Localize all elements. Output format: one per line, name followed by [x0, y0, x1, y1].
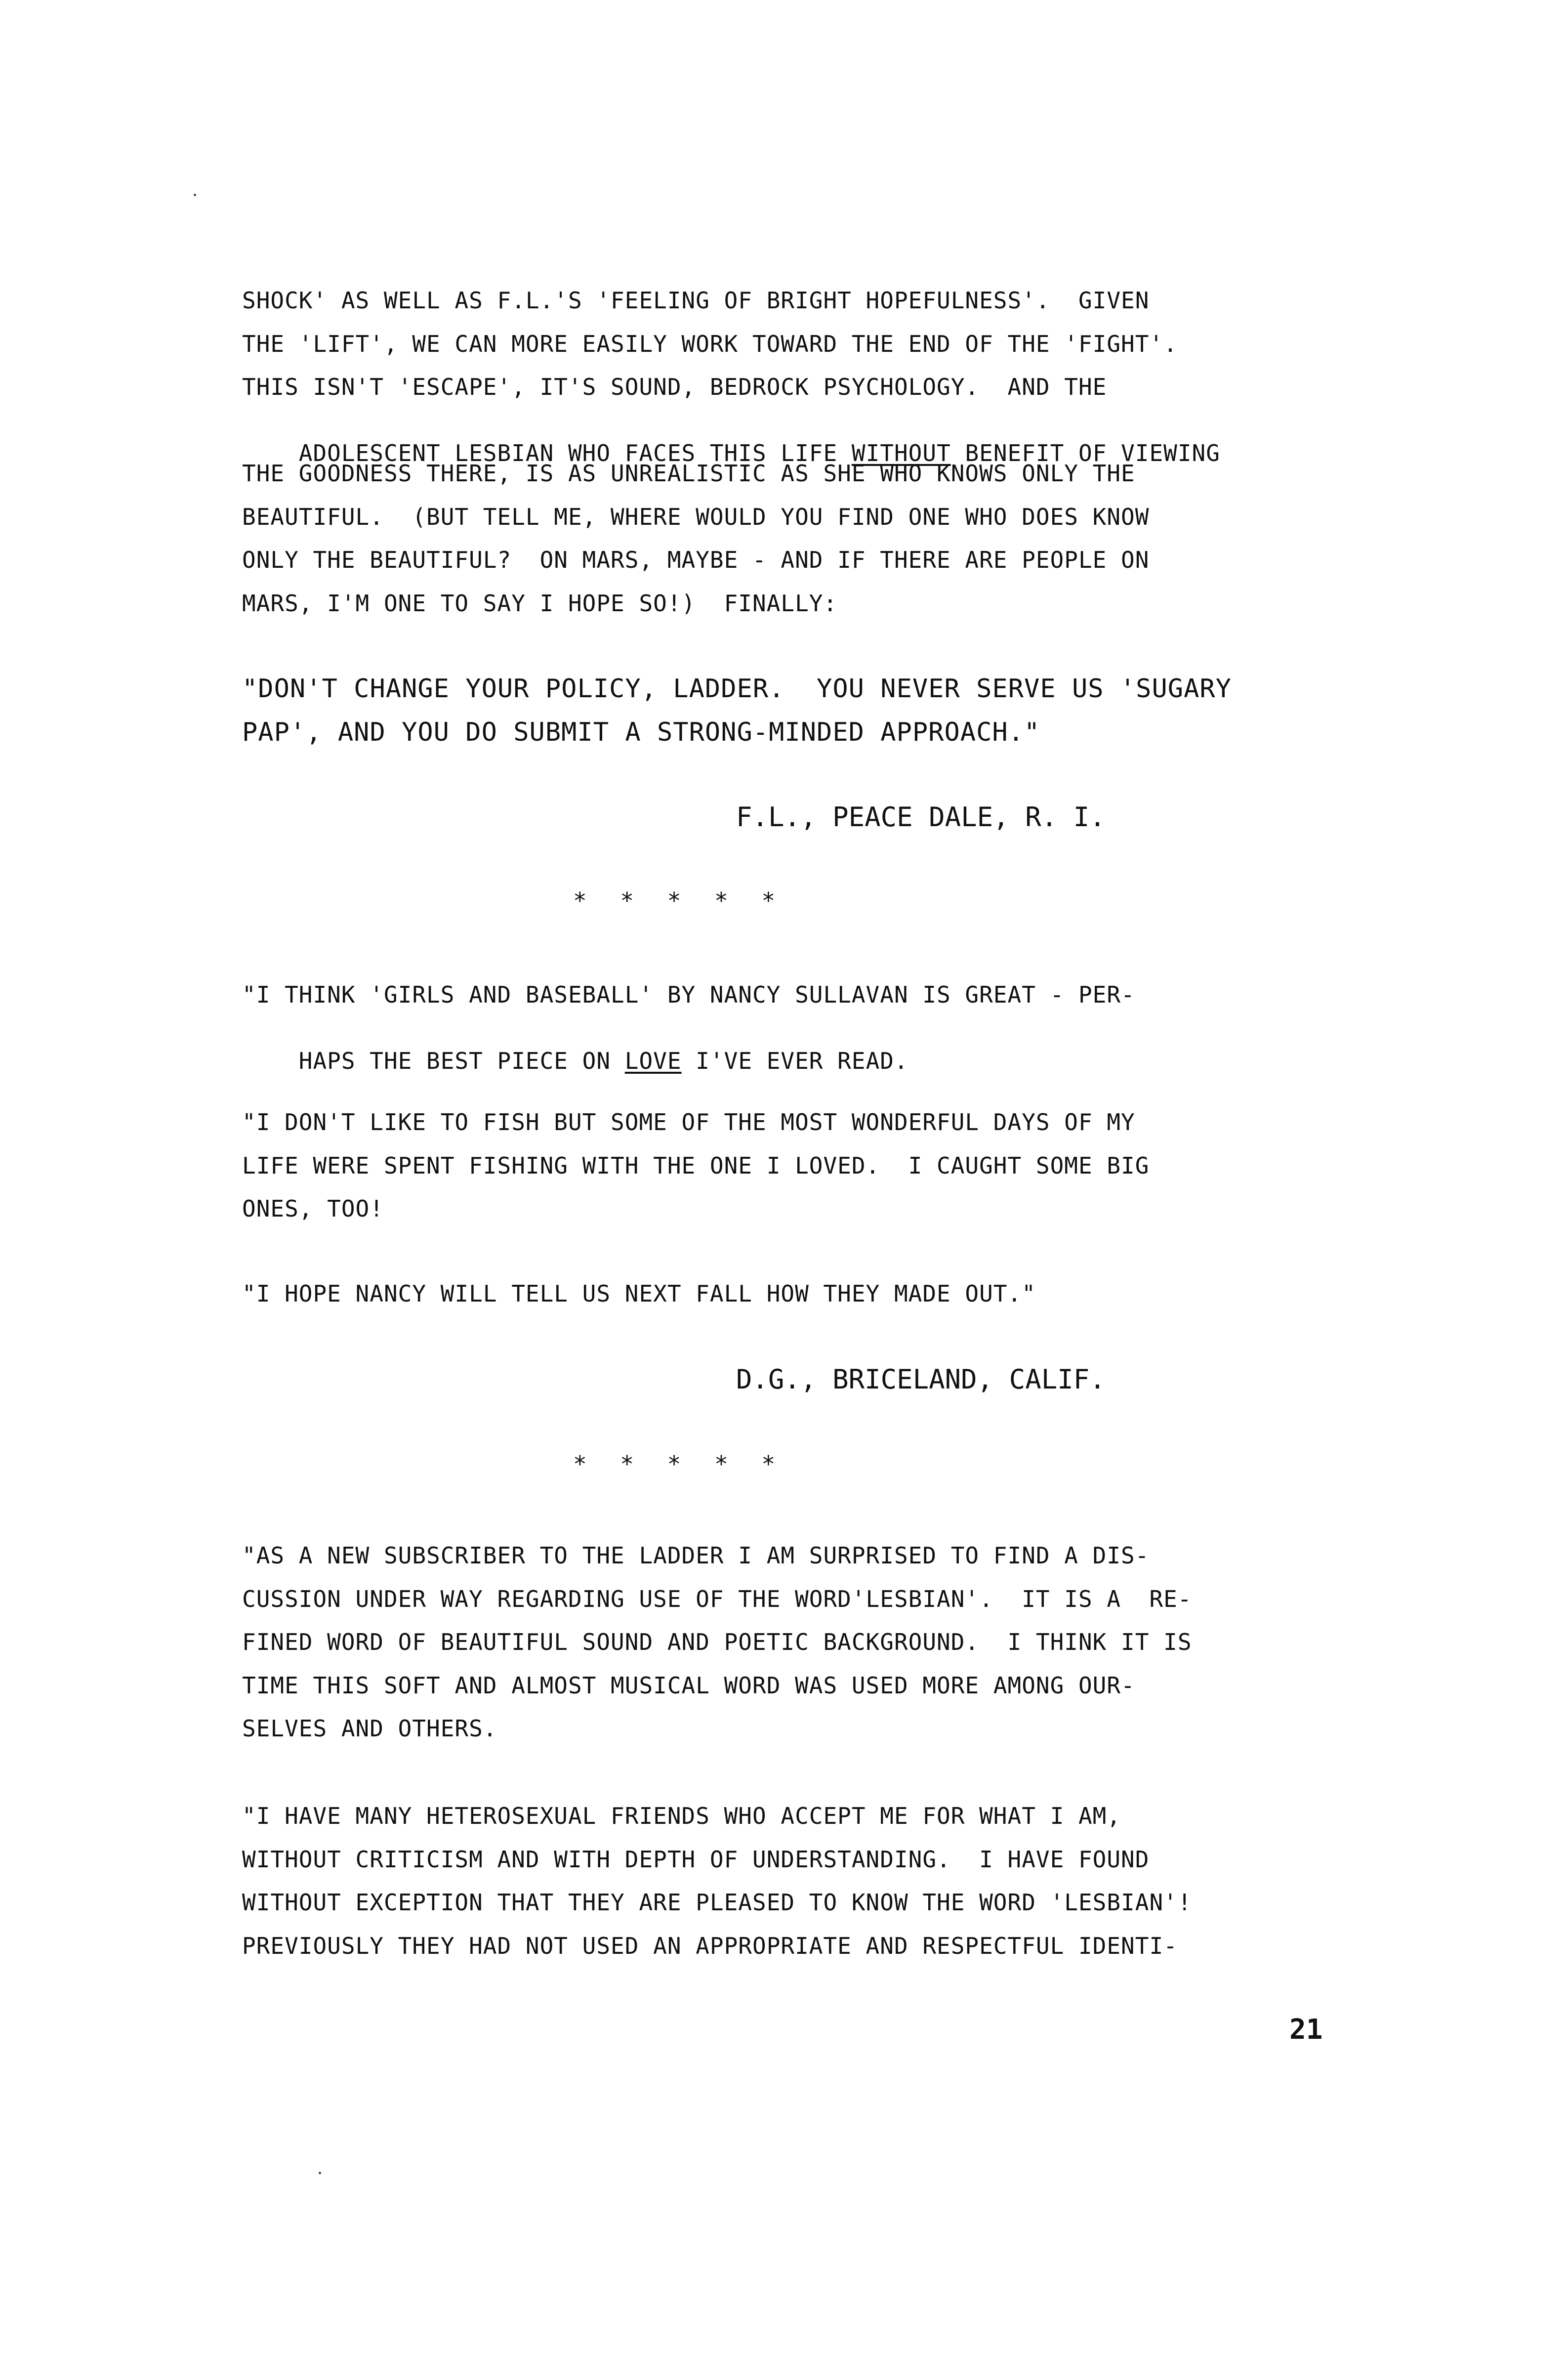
- text-line: WITHOUT EXCEPTION THAT THEY ARE PLEASED TO KNOW THE WORD 'LESBIAN'!: [242, 1889, 1192, 1916]
- text-line: THE 'LIFT', WE CAN MORE EASILY WORK TOWARD THE END OF THE 'FIGHT'.: [242, 331, 1178, 357]
- text-line: PREVIOUSLY THEY HAD NOT USED AN APPROPRIATE AND RESPECTFUL IDENTI-: [242, 1933, 1178, 1959]
- scan-speck: [319, 2172, 321, 2174]
- text-line: MARS, I'M ONE TO SAY I HOPE SO!) FINALLY:: [242, 590, 838, 617]
- text-line: BEAUTIFUL. (BUT TELL ME, WHERE WOULD YOU FIND ONE WHO DOES KNOW: [242, 504, 1150, 530]
- text-line: TIME THIS SOFT AND ALMOST MUSICAL WORD WAS USED MORE AMONG OUR-: [242, 1672, 1135, 1699]
- text-line: ONES, TOO!: [242, 1195, 384, 1222]
- text-line: "I DON'T LIKE TO FISH BUT SOME OF THE MOST WONDERFUL DAYS OF MY: [242, 1109, 1135, 1136]
- underlined-word: WITHOUT: [851, 440, 951, 466]
- text-line: THE GOODNESS THERE, IS AS UNREALISTIC AS SHE WHO KNOWS ONLY THE: [242, 460, 1135, 487]
- text-line: "I THINK 'GIRLS AND BASEBALL' BY NANCY SULLAVAN IS GREAT - PER-: [242, 981, 1135, 1008]
- text-segment: HAPS THE BEST PIECE ON: [298, 1048, 625, 1074]
- text-segment: BENEFIT OF VIEWING: [950, 440, 1220, 466]
- text-line: THIS ISN'T 'ESCAPE', IT'S SOUND, BEDROCK PSYCHOLOGY. AND THE: [242, 374, 1107, 400]
- text-line: SHOCK' AS WELL AS F.L.'S 'FEELING OF BRIGHT HOPEFULNESS'. GIVEN: [242, 287, 1150, 314]
- text-line: LIFE WERE SPENT FISHING WITH THE ONE I LOVED. I CAUGHT SOME BIG: [242, 1152, 1150, 1179]
- text-line: CUSSION UNDER WAY REGARDING USE OF THE WORD'LESBIAN'. IT IS A RE-: [242, 1586, 1192, 1612]
- text-line: SELVES AND OTHERS.: [242, 1715, 497, 1742]
- letter-signature: F.L., PEACE DALE, R. I.: [736, 801, 1106, 833]
- text-line: "DON'T CHANGE YOUR POLICY, LADDER. YOU NEVER SERVE US 'SUGARY: [242, 674, 1232, 704]
- text-line: FINED WORD OF BEAUTIFUL SOUND AND POETIC BACKGROUND. I THINK IT IS: [242, 1629, 1192, 1655]
- text-line: "I HAVE MANY HETEROSEXUAL FRIENDS WHO ACCEPT ME FOR WHAT I AM,: [242, 1803, 1121, 1829]
- text-line: ONLY THE BEAUTIFUL? ON MARS, MAYBE - AND IF THERE ARE PEOPLE ON: [242, 547, 1150, 573]
- section-separator: * * * * *: [573, 887, 785, 914]
- text-line: WITHOUT CRITICISM AND WITH DEPTH OF UNDERSTANDING. I HAVE FOUND: [242, 1846, 1150, 1873]
- text-line: "I HOPE NANCY WILL TELL US NEXT FALL HOW THEY MADE OUT.": [242, 1280, 1036, 1307]
- letter-signature: D.G., BRICELAND, CALIF.: [736, 1364, 1106, 1395]
- page-number: 21: [1289, 2014, 1323, 2046]
- text-segment: I'VE EVER READ.: [681, 1048, 908, 1074]
- underlined-word: LOVE: [624, 1048, 682, 1074]
- text-line: PAP', AND YOU DO SUBMIT A STRONG-MINDED APPROACH.": [242, 717, 1040, 747]
- scan-speck: [194, 194, 196, 196]
- text-segment: ADOLESCENT LESBIAN WHO FACES THIS LIFE: [298, 440, 852, 466]
- section-separator: * * * * *: [573, 1451, 785, 1477]
- text-line: [242, 1027, 908, 1095]
- text-line: "AS A NEW SUBSCRIBER TO THE LADDER I AM SURPRISED TO FIND A DIS-: [242, 1542, 1150, 1569]
